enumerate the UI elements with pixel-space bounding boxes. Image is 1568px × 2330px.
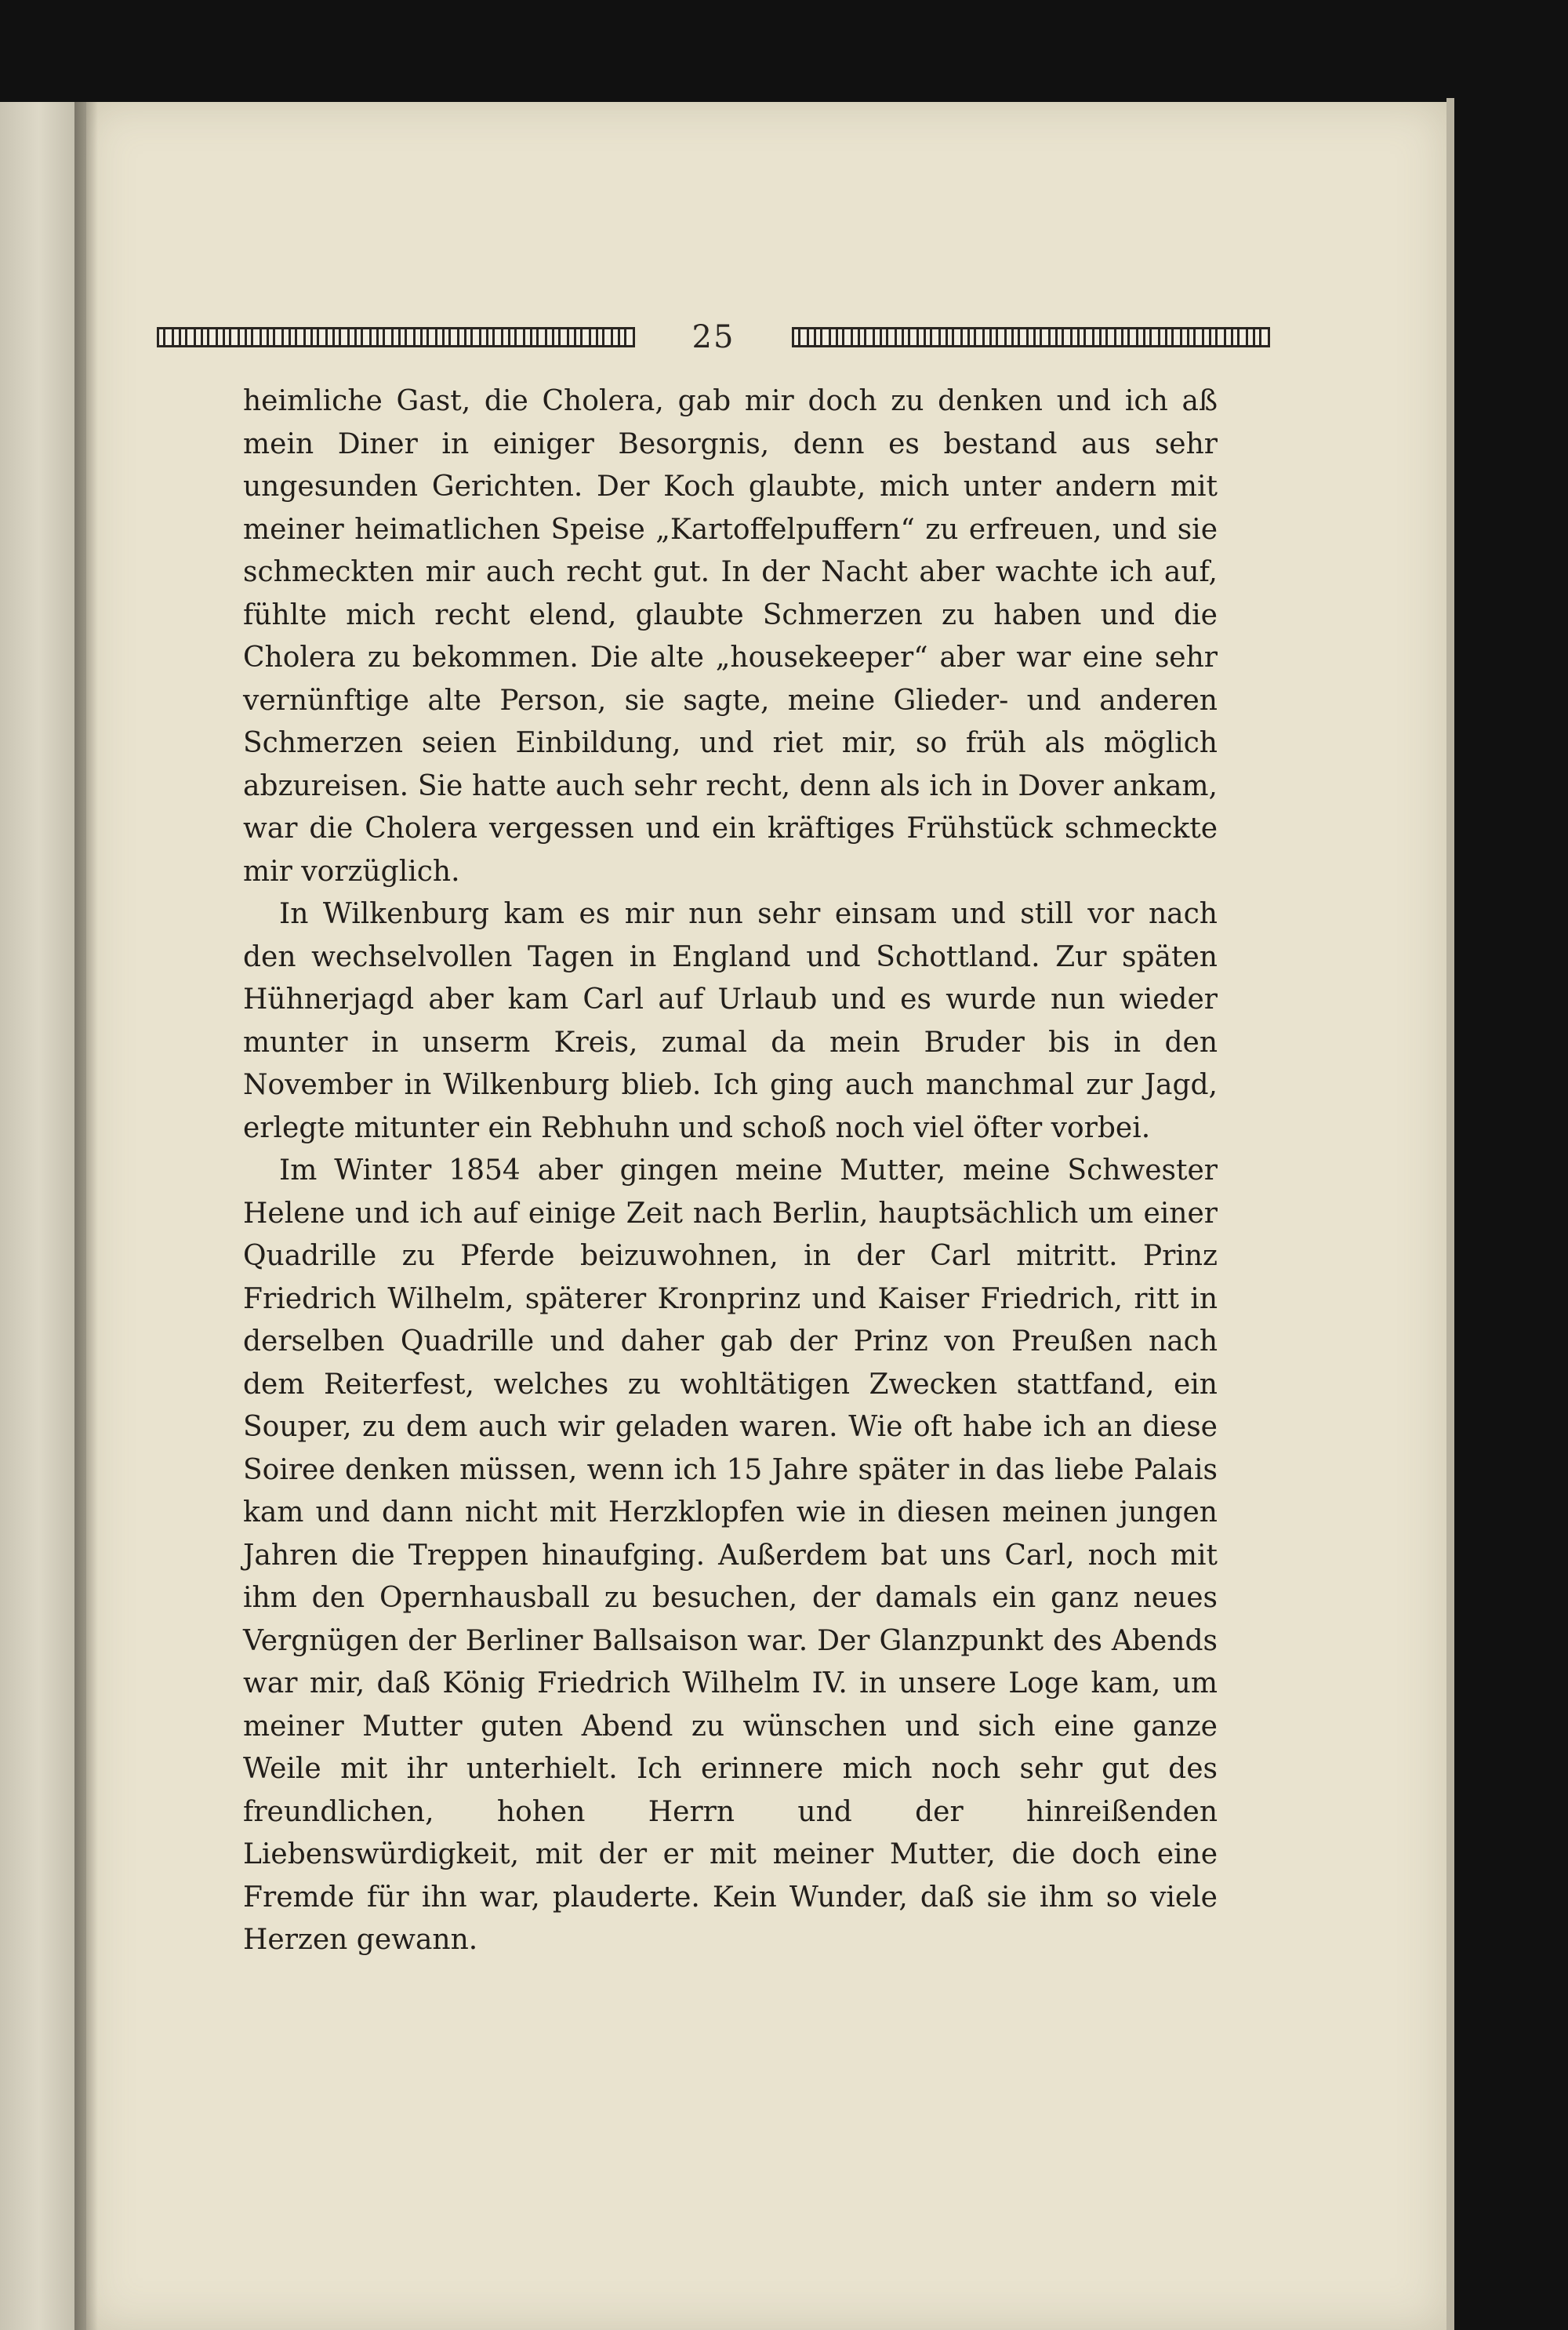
- paragraph: heimliche Gast, die Cholera, gab mir doch zu denken und ich aß mein Diner in einiger Besorgnis, denn es bestand aus sehr ungesunden Gerichten. Der Koch glaubte, mich unter andern mit meiner heimatlichen Speise „Kartoffelpuffern“ zu erfreuen, und sie schmeckten mir auch recht gut. In der Nacht aber wachte ich auf, fühlte mich recht elend, glaubte Schmerzen zu haben und die Cholera zu bekommen. Die alte „housekeeper“ aber war eine sehr vernünftige alte Person, sie sagte, meine Glieder- und anderen Schmerzen seien Einbildung, und riet mir, so früh als möglich abzureisen. Sie hatte auch sehr recht, denn als ich in Dover ankam, war die Cholera vergessen und ein kräftiges Frühstück schmeckte mir vorzüglich.: [243, 385, 1218, 888]
- previous-page-edge: [0, 102, 86, 2330]
- paragraph: Im Winter 1854 aber gingen meine Mutter, meine Schwester Helene und ich auf einige Zeit nach Berlin, hauptsächlich um einer Quadrille zu Pferde beizuwohnen, in der Carl mitritt. Prinz Friedrich Wilhelm, späterer Kronprinz und Kaiser Friedrich, ritt in derselben Quadrille und daher gab der Prinz von Preußen nach dem Reiterfest, welches zu wohltätigen Zwecken stattfand, ein Souper, zu dem auch wir geladen waren. Wie oft habe ich an diese Soiree denken müssen, wenn ich 15 Jahre später in das liebe Palais kam und dann nicht mit Herzklopfen wie in diesen meinen jungen Jahren die Treppen hinaufging. Außerdem bat uns Carl, noch mit ihm den Opernhausball zu besuchen, der damals ein ganz neues Vergnügen der Berliner Ballsaison war. Der Glanzpunkt des Abends war mir, daß König Friedrich Wilhelm IV. in unsere Loge kam, um meiner Mutter guten Abend zu wünschen und sich eine ganze Weile mit ihr unterhielt. Ich erinnere mich noch sehr gut des freundlichen, hohen Herrn und der hinreißenden Liebenswürdigkeit, mit der er mit meiner Mutter, die doch eine Fremde für ihn war, plauderte. Kein Wunder, daß sie ihm so viele Herzen gewann.: [243, 1154, 1218, 1956]
- body-text: [243, 380, 1218, 1962]
- running-header: [157, 318, 1270, 357]
- header-ornament-right: [792, 327, 1270, 347]
- page-number: 25: [691, 319, 735, 355]
- paragraph: In Wilkenburg kam es mir nun sehr einsam und still vor nach den wechselvollen Tagen in England und Schottland. Zur späten Hühnerjagd aber kam Carl auf Urlaub und es wurde nun wieder munter in unserm Kreis, zumal da mein Bruder bis in den November in Wilkenburg blieb. Ich ging auch manchmal zur Jagd, erlegte mitunter ein Rebhuhn und schoß noch viel öfter vorbei.: [243, 898, 1218, 1144]
- page-right-edge: [1446, 98, 1454, 2330]
- header-ornament-left: [157, 327, 635, 347]
- gutter-shadow: [74, 102, 98, 2330]
